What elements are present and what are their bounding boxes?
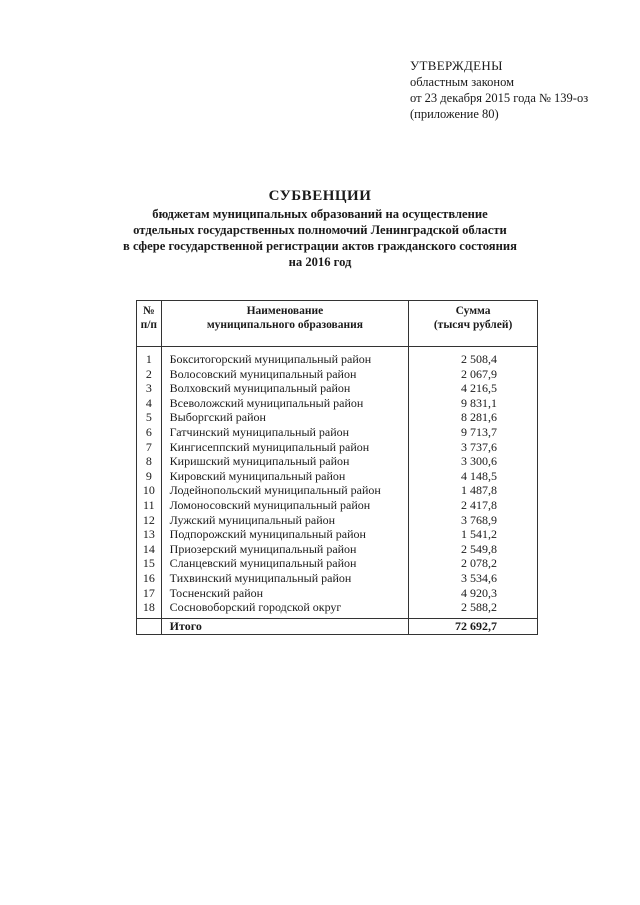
row-name: Кингисеппский муниципальный район — [161, 440, 409, 455]
document-subtitle-line-3: в сфере государственной регистрации актов гражданского состояния — [123, 239, 517, 253]
table-header-row — [137, 301, 538, 347]
table-row — [137, 469, 538, 484]
row-sum: 2 508,4 — [409, 352, 538, 367]
table-body — [137, 347, 538, 619]
row-number: 14 — [137, 542, 162, 557]
document-subtitle-line-4: на 2016 год — [288, 255, 352, 269]
row-number: 5 — [137, 410, 162, 425]
row-name: Волховский муниципальный район — [161, 381, 409, 396]
row-name: Сланцевский муниципальный район — [161, 556, 409, 571]
table-row — [137, 381, 538, 396]
row-number: 18 — [137, 600, 162, 618]
document-heading — [0, 186, 640, 270]
table-row — [137, 454, 538, 469]
row-name: Приозерский муниципальный район — [161, 542, 409, 557]
header-sum-line-1: Сумма — [455, 305, 491, 317]
row-sum: 3 300,6 — [409, 454, 538, 469]
table-row — [137, 483, 538, 498]
row-number: 17 — [137, 586, 162, 601]
row-sum: 3 534,6 — [409, 571, 538, 586]
row-sum: 2 549,8 — [409, 542, 538, 557]
row-number: 12 — [137, 513, 162, 528]
row-name: Тосненский район — [161, 586, 409, 601]
table-row — [137, 410, 538, 425]
row-sum: 2 067,9 — [409, 367, 538, 382]
subventions-table — [136, 300, 538, 635]
row-sum: 8 281,6 — [409, 410, 538, 425]
table-row — [137, 527, 538, 542]
document-subtitle-line-1: бюджетам муниципальных образований на осуществление — [152, 207, 488, 221]
row-sum: 4 920,3 — [409, 586, 538, 601]
header-name-line-2: муниципального образования — [206, 319, 363, 331]
row-number: 16 — [137, 571, 162, 586]
row-sum: 2 588,2 — [409, 600, 538, 618]
row-number: 8 — [137, 454, 162, 469]
row-sum: 9 713,7 — [409, 425, 538, 440]
row-number: 9 — [137, 469, 162, 484]
total-sum: 72 692,7 — [409, 618, 538, 634]
row-name: Кировский муниципальный район — [161, 469, 409, 484]
row-number: 13 — [137, 527, 162, 542]
row-sum: 3 768,9 — [409, 513, 538, 528]
table-row — [137, 586, 538, 601]
header-number-line-1: № — [143, 305, 155, 317]
row-name: Тихвинский муниципальный район — [161, 571, 409, 586]
table-total-row — [137, 618, 538, 634]
table-row — [137, 367, 538, 382]
table-row — [137, 425, 538, 440]
row-name: Сосновоборский городской округ — [161, 600, 409, 618]
table-row — [137, 352, 538, 367]
table-row — [137, 600, 538, 618]
row-number: 15 — [137, 556, 162, 571]
row-sum: 3 737,6 — [409, 440, 538, 455]
table-row — [137, 571, 538, 586]
row-name: Бокситогорский муниципальный район — [161, 352, 409, 367]
row-name: Волосовский муниципальный район — [161, 367, 409, 382]
approval-date: от 23 декабря 2015 года № 139-оз — [410, 91, 589, 105]
header-sum — [409, 301, 538, 347]
header-number — [137, 301, 162, 347]
row-number: 1 — [137, 352, 162, 367]
row-number: 2 — [137, 367, 162, 382]
row-sum: 2 078,2 — [409, 556, 538, 571]
table-row — [137, 498, 538, 513]
document-subtitle-line-2: отдельных государственных полномочий Ленинградской области — [133, 223, 507, 237]
row-sum: 4 148,5 — [409, 469, 538, 484]
table-row — [137, 440, 538, 455]
total-label: Итого — [161, 618, 409, 634]
row-sum: 2 417,8 — [409, 498, 538, 513]
row-name: Киришский муниципальный район — [161, 454, 409, 469]
header-name — [161, 301, 409, 347]
header-sum-line-2: (тысяч рублей) — [433, 319, 513, 331]
approval-stamp — [410, 58, 588, 122]
row-number: 11 — [137, 498, 162, 513]
approval-appendix: (приложение 80) — [410, 107, 499, 121]
header-number-line-2: п/п — [140, 319, 158, 331]
table-row — [137, 556, 538, 571]
row-sum: 1 541,2 — [409, 527, 538, 542]
row-number: 3 — [137, 381, 162, 396]
row-name: Лодейнопольский муниципальный район — [161, 483, 409, 498]
row-sum: 1 487,8 — [409, 483, 538, 498]
approval-status: УТВЕРЖДЕНЫ — [410, 58, 503, 73]
row-name: Гатчинский муниципальный район — [161, 425, 409, 440]
header-name-line-1: Наименование — [246, 305, 324, 317]
row-number: 4 — [137, 396, 162, 411]
row-number: 7 — [137, 440, 162, 455]
row-sum: 4 216,5 — [409, 381, 538, 396]
row-name: Выборгский район — [161, 410, 409, 425]
total-number — [137, 618, 162, 634]
row-name: Всеволожский муниципальный район — [161, 396, 409, 411]
row-sum: 9 831,1 — [409, 396, 538, 411]
row-name: Подпорожский муниципальный район — [161, 527, 409, 542]
row-number: 10 — [137, 483, 162, 498]
approval-by: областным законом — [410, 75, 515, 89]
table-row — [137, 513, 538, 528]
table-row — [137, 396, 538, 411]
row-name: Ломоносовский муниципальный район — [161, 498, 409, 513]
row-name: Лужский муниципальный район — [161, 513, 409, 528]
row-number: 6 — [137, 425, 162, 440]
document-title: СУБВЕНЦИИ — [268, 188, 372, 204]
table-row — [137, 542, 538, 557]
